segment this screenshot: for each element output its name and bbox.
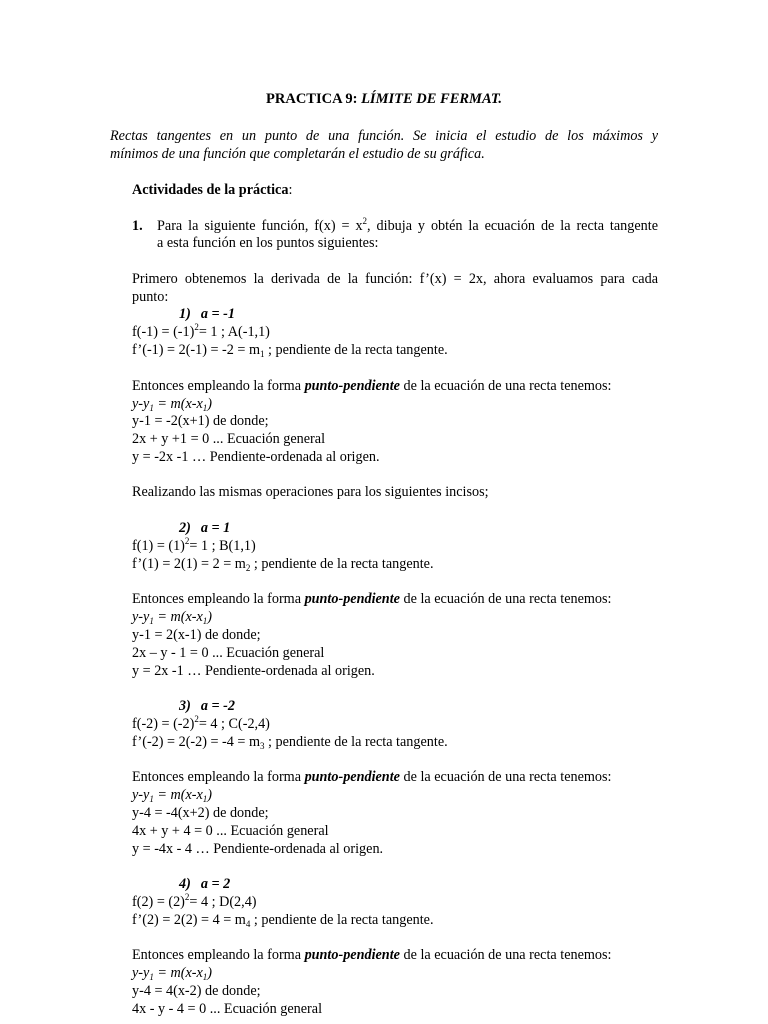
case-2-point-slope-formula: $y-y_1 = m(x-x_1)$ xyxy=(132,609,213,626)
case-1-point-slope-formula: $y-y_1 = m(x-x_1)$ xyxy=(132,396,213,413)
case-1-point-slope-intro: Entonces empleando la forma punto-pendiente de la ecuación de una recta tenemos: xyxy=(132,378,612,394)
case-2-equation-substitution: y-1 = 2(x-1) de donde; xyxy=(132,627,261,643)
case-3-function-value: $f(-2) = (-2)^2= 4$ ; C(-2,4) xyxy=(132,714,270,732)
case-3-equation-substitution: y-4 = -4(x+2) de donde; xyxy=(132,805,269,821)
case-2-heading: 2) a = 1 xyxy=(179,520,231,536)
case-2-slope-intercept: y = 2x -1 … Pendiente-ordenada al origen. xyxy=(132,663,375,679)
case-1-equation-substitution: y-1 = -2(x+1) de donde; xyxy=(132,413,269,429)
case-1-slope: f’(-1) = $2(-1) = -2 = m_1$ ; pendiente de la recta tangente. xyxy=(132,342,448,359)
activities-heading: Actividades de la práctica: xyxy=(132,182,293,198)
case-1-general-equation: 2x + y +1 = 0 ... Ecuación general xyxy=(132,431,326,447)
intro-line-2: mínimos de una función que completarán el estudio de su gráfica. xyxy=(110,146,485,162)
item-number: 1. xyxy=(132,218,143,234)
case-3-point-slope-intro: Entonces empleando la forma punto-pendiente de la ecuación de una recta tenemos: xyxy=(132,769,612,785)
intro-line-1: Rectas tangentes en un punto de una función. Se inicia el estudio de los máximos y xyxy=(110,128,658,144)
case-2-general-equation: 2x – y - 1 = 0 ... Ecuación general xyxy=(132,645,325,661)
case-4-point-slope-formula: $y-y_1 = m(x-x_1)$ xyxy=(132,965,213,982)
case-4-heading: 4) a = 2 xyxy=(179,876,231,892)
same-operations-text: Realizando las mismas operaciones para los siguientes incisos; xyxy=(132,484,489,500)
case-1-slope-intercept: y = -2x -1 … Pendiente-ordenada al origen. xyxy=(132,449,380,465)
case-3-point-slope-formula: $y-y_1 = m(x-x_1)$ xyxy=(132,787,213,804)
case-3-general-equation: 4x + y + 4 = 0 ... Ecuación general xyxy=(132,823,329,839)
case-2-slope: f’(1) = $2(1) = 2 = m_2$ ; pendiente de la recta tangente. xyxy=(132,556,434,573)
case-2-point-slope-intro: Entonces empleando la forma punto-pendiente de la ecuación de una recta tenemos: xyxy=(132,591,612,607)
item-text-line-2: a esta función en los puntos siguientes: xyxy=(157,235,379,251)
case-2-function-value: $f(1) = (1)^2= 1$ ; B(1,1) xyxy=(132,536,256,554)
item-text-line-1: Para la siguiente función, $f(x) = x^2$, dibuja y obtén la ecuación de la recta tangente xyxy=(157,216,658,234)
case-4-general-equation: 4x - y - 4 = 0 ... Ecuación general xyxy=(132,1001,323,1017)
case-3-heading: 3) a = -2 xyxy=(179,698,235,714)
derivative-line-2: punto: xyxy=(132,289,169,305)
case-1-function-value: $f(-1) = (-1)^2= 1$ ; A(-1,1) xyxy=(132,322,270,340)
case-4-slope: f’(2) = $2(2) = 4 = m_4$ ; pendiente de la recta tangente. xyxy=(132,912,434,929)
case-3-slope-intercept: y = -4x - 4 … Pendiente-ordenada al origen. xyxy=(132,841,384,857)
case-3-slope: f’(-2) = $2(-2) = -4 = m_3$ ; pendiente de la recta tangente. xyxy=(132,734,448,751)
case-4-point-slope-intro: Entonces empleando la forma punto-pendiente de la ecuación de una recta tenemos: xyxy=(132,947,612,963)
derivative-line-1: Primero obtenemos la derivada de la función: f’(x) = 2x, ahora evaluamos para cada xyxy=(132,271,658,287)
case-4-equation-substitution: y-4 = 4(x-2) de donde; xyxy=(132,983,261,999)
page-title: PRACTICA 9: LÍMITE DE FERMAT. xyxy=(266,91,502,107)
case-4-function-value: $f(2) = (2)^2= 4$ ; D(2,4) xyxy=(132,892,257,910)
case-1-heading: 1) a = -1 xyxy=(179,306,235,322)
